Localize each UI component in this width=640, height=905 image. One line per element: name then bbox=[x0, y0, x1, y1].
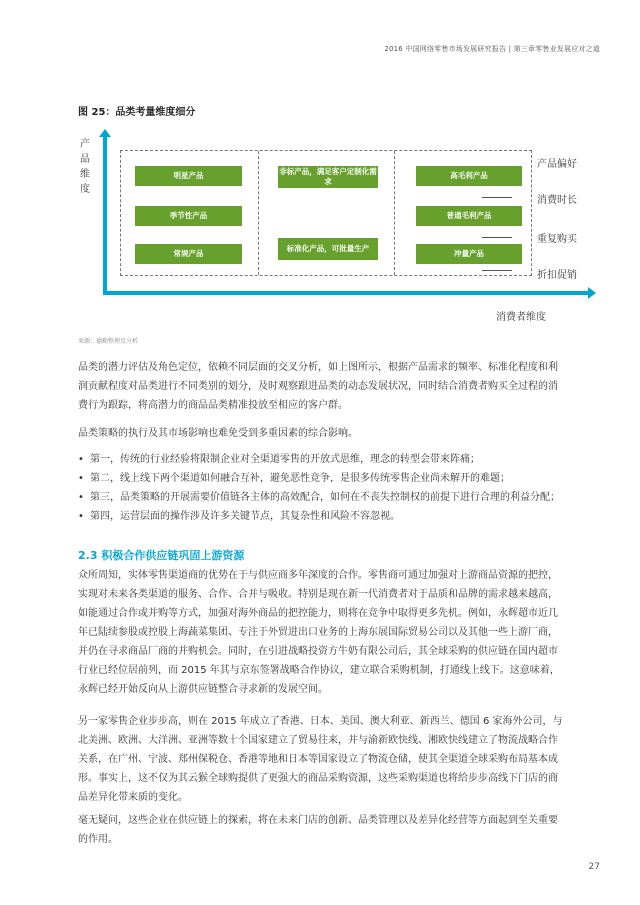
body-paragraph: 品类策略的执行及其市场影响也难免受到多重因素的综合影响。 bbox=[78, 428, 358, 439]
bullet-item: • 第二，线上线下两个渠道如何融合互补，避免恶性竞争，是很多传统零售企业尚未解开的难题； bbox=[78, 469, 564, 488]
y-axis-label: 产品维度 bbox=[80, 139, 90, 195]
figure-source: 来源：德勤整理及分析 bbox=[78, 338, 139, 345]
category-box: 高毛利产品 bbox=[416, 166, 522, 186]
right-dimension-label: 消费时长 bbox=[537, 195, 577, 206]
row-guide-line bbox=[482, 197, 512, 198]
category-box: 明星产品 bbox=[135, 166, 242, 186]
right-dimension-label: 产品偏好 bbox=[537, 159, 577, 170]
grid-divider bbox=[394, 151, 395, 275]
category-box: 普通毛利产品 bbox=[416, 206, 522, 226]
category-box: 标准化产品，可批量生产 bbox=[278, 238, 378, 260]
section-heading: 2.3 积极合作供应链巩固上游资源 bbox=[78, 549, 245, 562]
right-dimension-label: 重复购买 bbox=[537, 234, 577, 245]
y-axis-arrow bbox=[103, 135, 107, 295]
bullet-item: • 第四，运营层面的操作涉及许多关键节点，其复杂性和风险不容忽视。 bbox=[78, 507, 564, 526]
x-axis-label: 消费者维度 bbox=[496, 312, 546, 323]
bullet-item: • 第三，品类策略的开展需要价值链各主体的高效配合，如何在不丧失控制权的前提下进行合理的利益分配； bbox=[78, 488, 564, 507]
body-paragraph: 品类的潜力评估及角色定位，依赖不同层面的交叉分析，如上图所示，根据产品需求的频率、标准化程度和利润贡献程度对品类进行不同类别的划分，及时观察跟进品类的动态发展状况，同时结合消费者购买全过程的消费行为跟踪，将高潜力的商品品类精准投放至相应的客户群。 bbox=[78, 362, 558, 411]
category-box: 冲量产品 bbox=[416, 244, 522, 264]
page-header: 2016 中国网络零售市场发展研究报告 | 第三章零售业发展应对之道 bbox=[384, 45, 600, 53]
category-box: 常规产品 bbox=[135, 244, 242, 264]
category-box: 季节性产品 bbox=[135, 206, 242, 226]
figure-title: 图 25：品类考量维度细分 bbox=[78, 107, 196, 118]
body-paragraph: 毫无疑问，这些企业在供应链上的探索，将在未来门店的创新、品类管理以及差异化经营等方面起到至关重要的作用。 bbox=[78, 815, 558, 845]
bullet-item: • 第一，传统的行业经验将限制企业对全渠道零售的开放式思维，理念的转型会带来阵痛； bbox=[78, 450, 564, 469]
page-number: 27 bbox=[588, 862, 600, 872]
bullet-list bbox=[78, 450, 564, 526]
row-guide-line bbox=[482, 270, 512, 271]
body-paragraph: 众所周知，实体零售渠道商的优势在于与供应商多年深度的合作。零售商可通过加强对上游商品资源的把控，实现对未来各类渠道的服务、合作、合并与吸收。特别是现在新一代消费者对于品质和品牌的需求越来越高，如能通过合作或并购等方式，加强对海外商品的把控能力，则将在竞争中取得更多先机。例如，永辉超市近几年已陆续参股或控股上海蔬菜集团、专注于外贸进出口业务的上海东展国际贸易公司以及其他一些上游厂商，并仍在寻求商品厂商的并购机会。同时，在引进战略投资方牛奶有限公司后，其全球采购的供应链在国内超市行业已经位居前列，而 2015 年其与京东签署战略合作协议，建立联合采购机制，打通线上线下。这意味着，永辉已经开始反向从上游供应链整合寻求新的发展空间。 bbox=[78, 570, 560, 695]
right-dimension-label: 折扣促销 bbox=[537, 270, 577, 281]
grid-divider bbox=[258, 151, 259, 275]
category-dimension-diagram bbox=[72, 130, 612, 330]
body-paragraph: 另一家零售企业步步高，则在 2015 年成立了香港、日本、美国、澳大利亚、新西兰、德国 6 家海外公司，与北美洲、欧洲、大洋洲、亚洲等数十个国家建立了贸易往来，并与渝新欧快线、湘欧快线建立了物流战略合作关系，在广州、宁波、郑州保税仓、香港等地和日本等国家设立了物流仓储，使其全渠道全球采购布局基本成形。事实上，这不仅为其云猴全球购提供了更强大的商品采购资源，这些采购渠道也将给步步高线下门店的商品差异化带来质的变化。 bbox=[78, 716, 563, 803]
category-box: 非标产品，满足客户定制化需求 bbox=[279, 167, 377, 186]
x-axis-arrow bbox=[103, 291, 589, 295]
row-guide-line bbox=[482, 237, 512, 238]
